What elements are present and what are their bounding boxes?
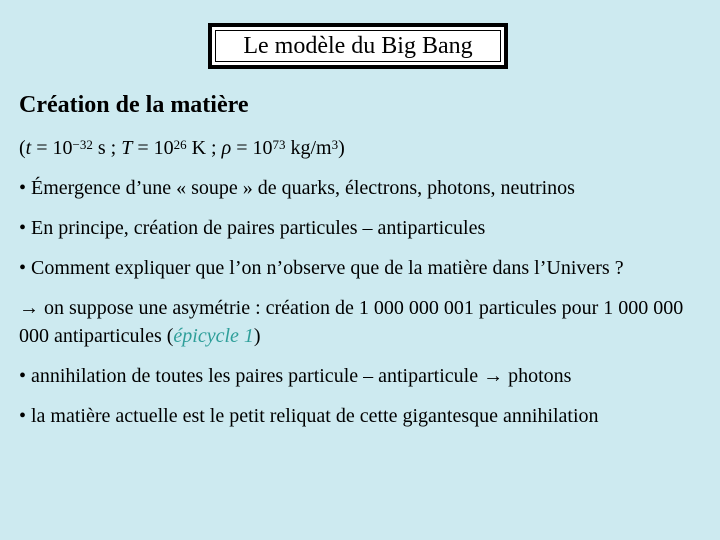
bullet-remnant: • la matière actuelle est le petit reliquat de cette gigantesque annihilation [19, 405, 599, 427]
density-unit: kg/m [285, 137, 332, 159]
density-equals: = 10 [231, 137, 273, 159]
arrow-asymmetry-line [19, 294, 699, 350]
temperature-variable: T [121, 137, 133, 159]
bullet-pair-creation: • En principe, création de paires particules – antiparticules [19, 217, 486, 239]
time-exponent: −32 [72, 137, 93, 152]
temperature-unit: K ; [186, 137, 222, 159]
conditions-close: ) [338, 137, 345, 159]
slide-content [19, 92, 699, 442]
density-exponent: 73 [272, 137, 286, 152]
density-unit-exponent: 3 [331, 137, 339, 152]
section-heading: Création de la matière [19, 92, 249, 118]
bullet-emergence: • Émergence d’une « soupe » de quarks, électrons, photons, neutrinos [19, 177, 575, 199]
asymmetry-close: ) [253, 325, 261, 347]
slide-title: Le modèle du Big Bang [243, 32, 473, 59]
time-unit: s ; [92, 137, 122, 159]
title-inner-border [215, 30, 501, 62]
bullet-question: • Comment expliquer que l’on n’observe que de la matière dans l’Univers ? [19, 257, 624, 279]
title-box [208, 23, 508, 69]
bullet-annihilation: • annihilation de toutes les paires particule – antiparticule → photons [19, 365, 572, 387]
conditions-line [19, 134, 699, 162]
temperature-exponent: 26 [173, 137, 187, 152]
temperature-equals: = 10 [132, 137, 174, 159]
conditions-open: ( [19, 137, 26, 159]
epicycle-link[interactable]: épicycle 1 [173, 325, 254, 347]
time-equals: = 10 [31, 137, 73, 159]
asymmetry-text: → on suppose une asymétrie : création de 1 000 000 001 particules pour 1 000 000 000 antiparticules ( [19, 297, 684, 347]
density-variable: ρ [221, 137, 232, 159]
time-variable: t [25, 137, 32, 159]
